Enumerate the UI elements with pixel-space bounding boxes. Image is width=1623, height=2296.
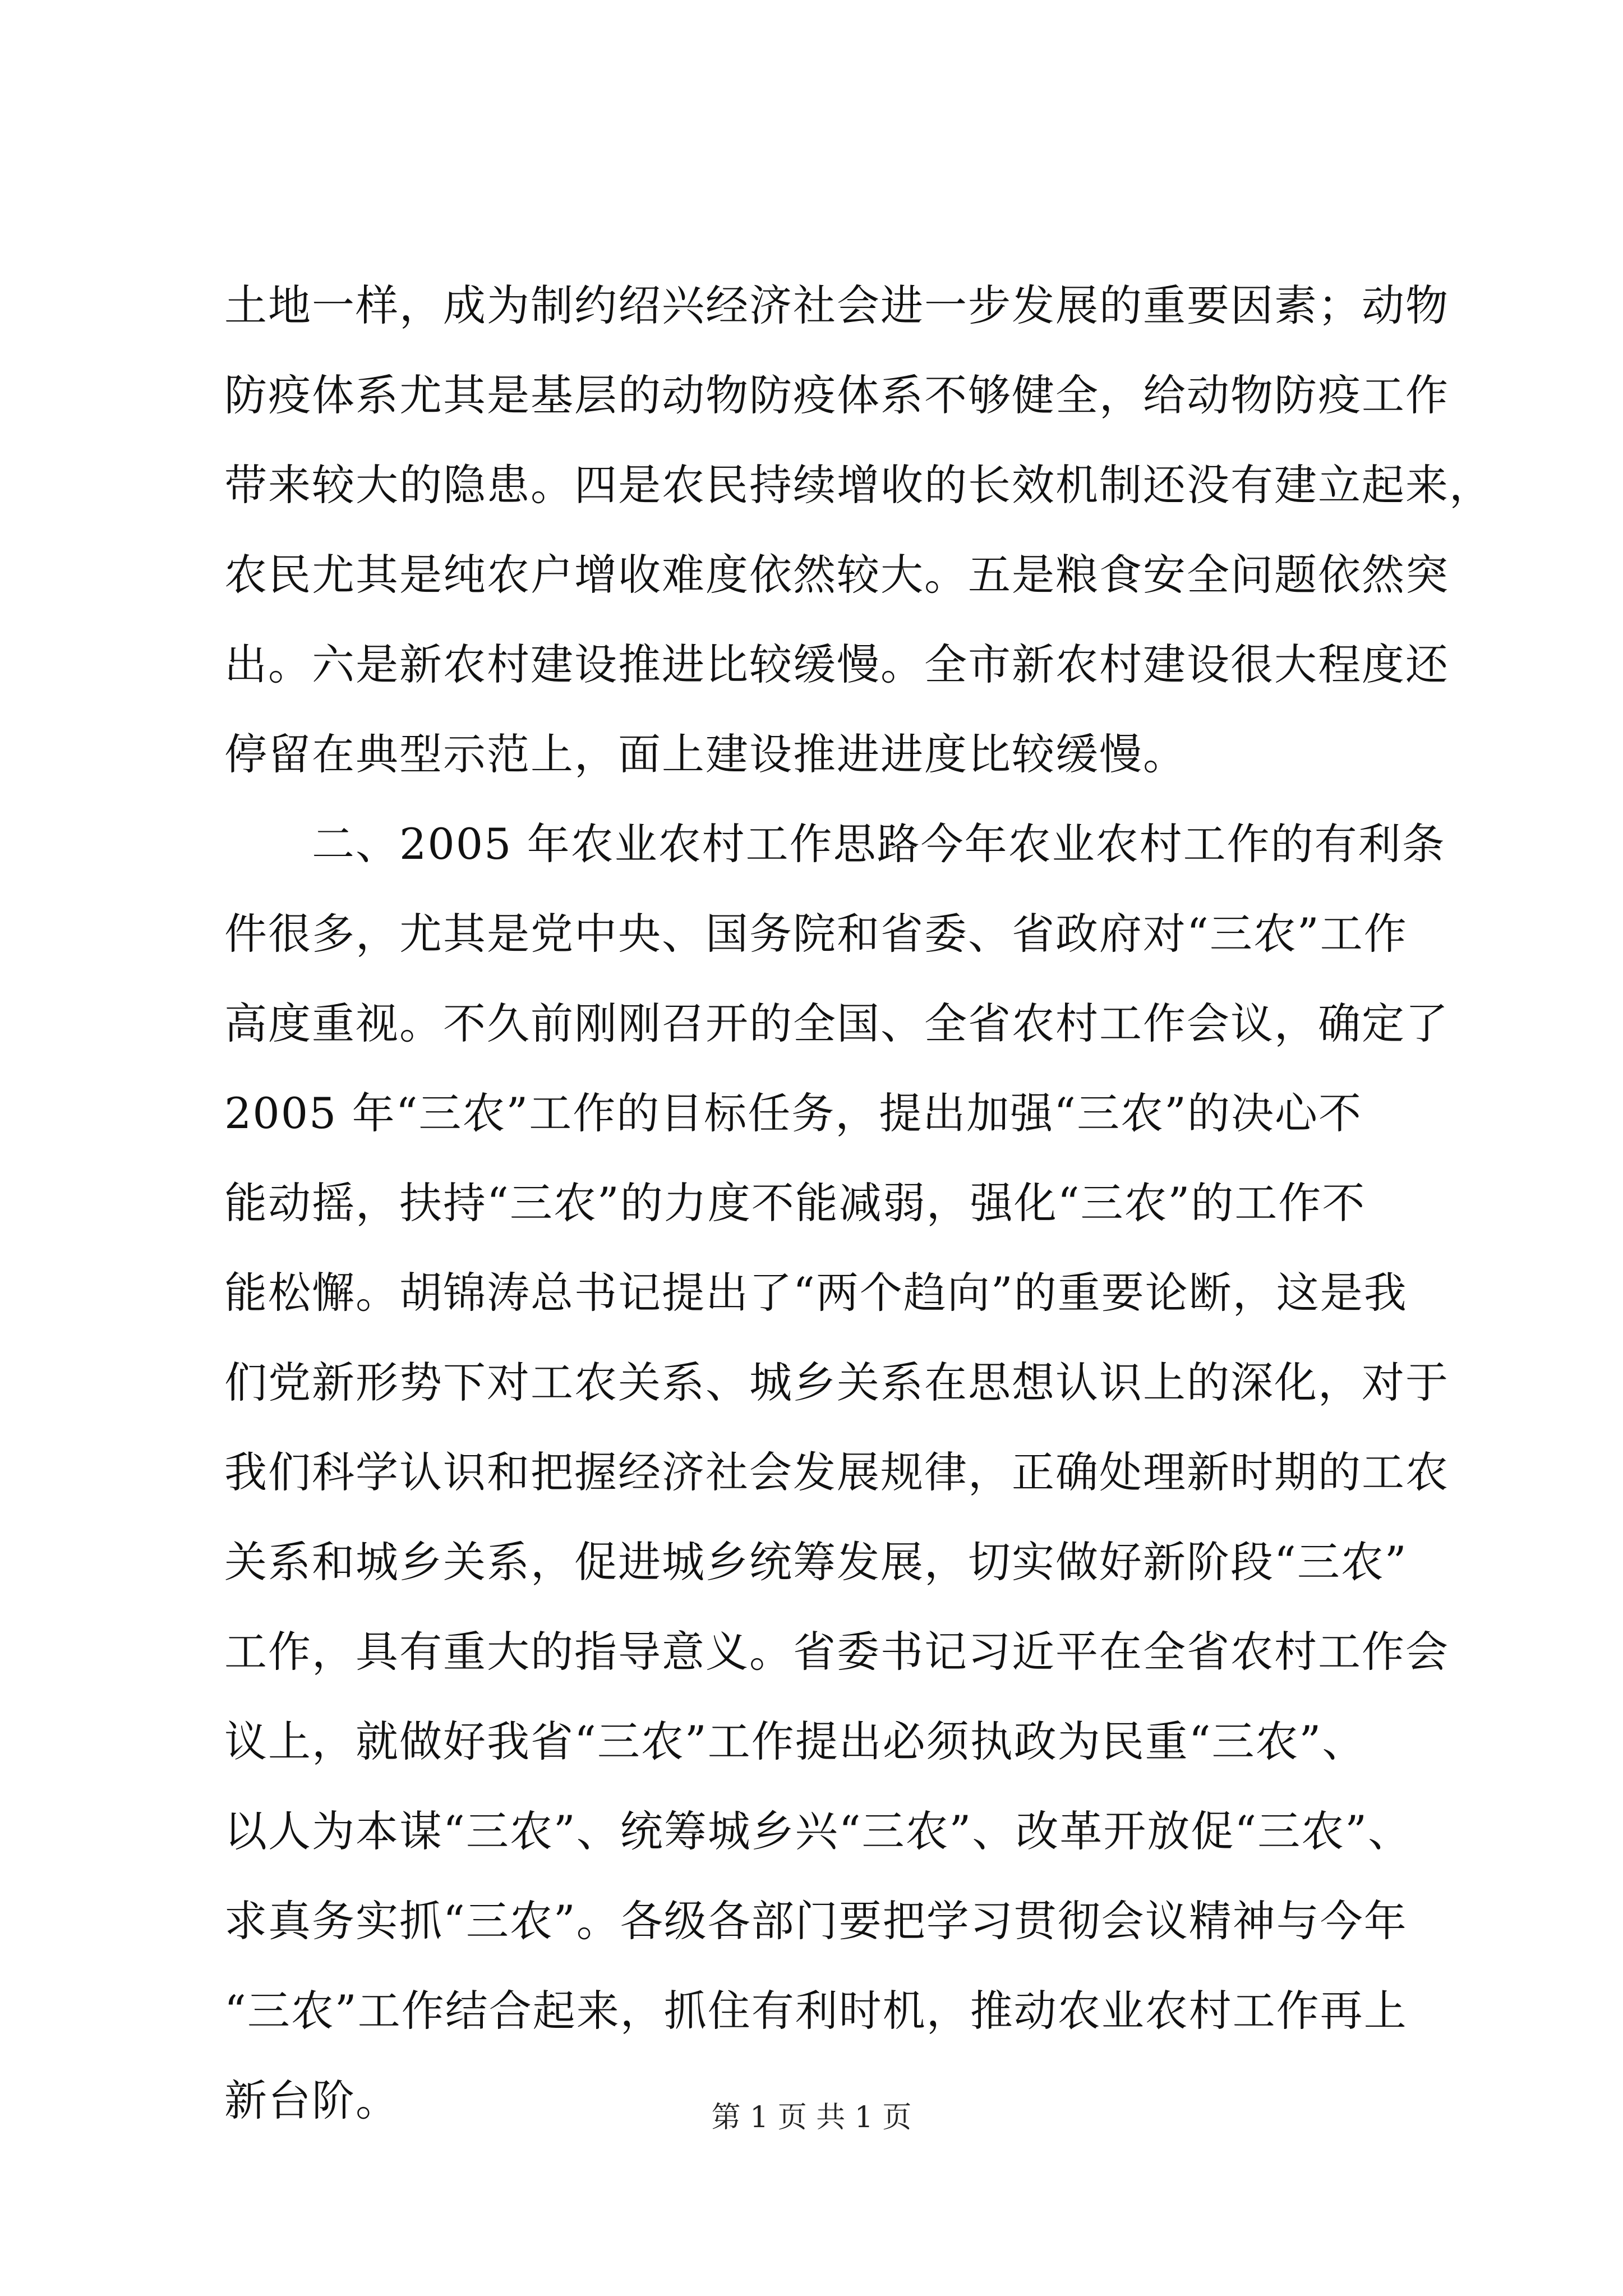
- text-line: 2005 年“三农”工作的目标任务，提出加强“三农”的决心不: [224, 1088, 1362, 1138]
- text-line: 关系和城乡关系，促进城乡统筹发展，切实做好新阶段“三农”: [224, 1537, 1408, 1587]
- text-line: 件很多，尤其是党中央、国务院和省委、省政府对“三农”工作: [224, 909, 1408, 959]
- text-line: 求真务实抓“三农”。各级各部门要把学习贯彻会议精神与今年: [224, 1896, 1408, 1946]
- text-line: 停留在典型示范上，面上建设推进进度比较缓慢。: [224, 729, 1187, 779]
- text-line: 我们科学认识和把握经济社会发展规律，正确处理新时期的工农: [224, 1447, 1449, 1497]
- text-line: 新台阶。: [224, 2076, 399, 2125]
- text-line: 高度重视。不久前刚刚召开的全国、全省农村工作会议，确定了: [224, 999, 1449, 1048]
- text-line: 带来较大的隐患。四是农民持续增收的长效机制还没有建立起来，: [224, 460, 1493, 510]
- text-line: 们党新形势下对工农关系、城乡关系在思想认识上的深化，对于: [224, 1358, 1449, 1407]
- text-line: 二、2005 年农业农村工作思路今年农业农村工作的有利条: [224, 819, 1446, 869]
- text-line: 能动摇，扶持“三农”的力度不能减弱，强化“三农”的工作不: [224, 1178, 1366, 1228]
- page-footer: 第 1 页 共 1 页: [711, 2101, 912, 2134]
- text-line: 土地一样，成为制约绍兴经济社会进一步发展的重要因素；动物: [224, 280, 1449, 330]
- text-line: 工作，具有重大的指导意义。省委书记习近平在全省农村工作会: [224, 1627, 1449, 1677]
- text-line: 防疫体系尤其是基层的动物防疫体系不够健全，给动物防疫工作: [224, 370, 1449, 420]
- text-line: 出。六是新农村建设推进比较缓慢。全市新农村建设很大程度还: [224, 639, 1449, 689]
- text-line: 议上，就做好我省“三农”工作提出必须执政为民重“三农”、: [224, 1717, 1366, 1766]
- text-line: “三农”工作结合起来，抓住有利时机，推动农业农村工作再上: [224, 1986, 1408, 2036]
- text-line: 以人为本谋“三农”、统筹城乡兴“三农”、改革开放促“三农”、: [224, 1806, 1412, 1856]
- text-line: 能松懈。胡锦涛总书记提出了“两个趋向”的重要论断，这是我: [224, 1268, 1408, 1318]
- text-line: 农民尤其是纯农户增收难度依然较大。五是粮食安全问题依然突: [224, 550, 1449, 600]
